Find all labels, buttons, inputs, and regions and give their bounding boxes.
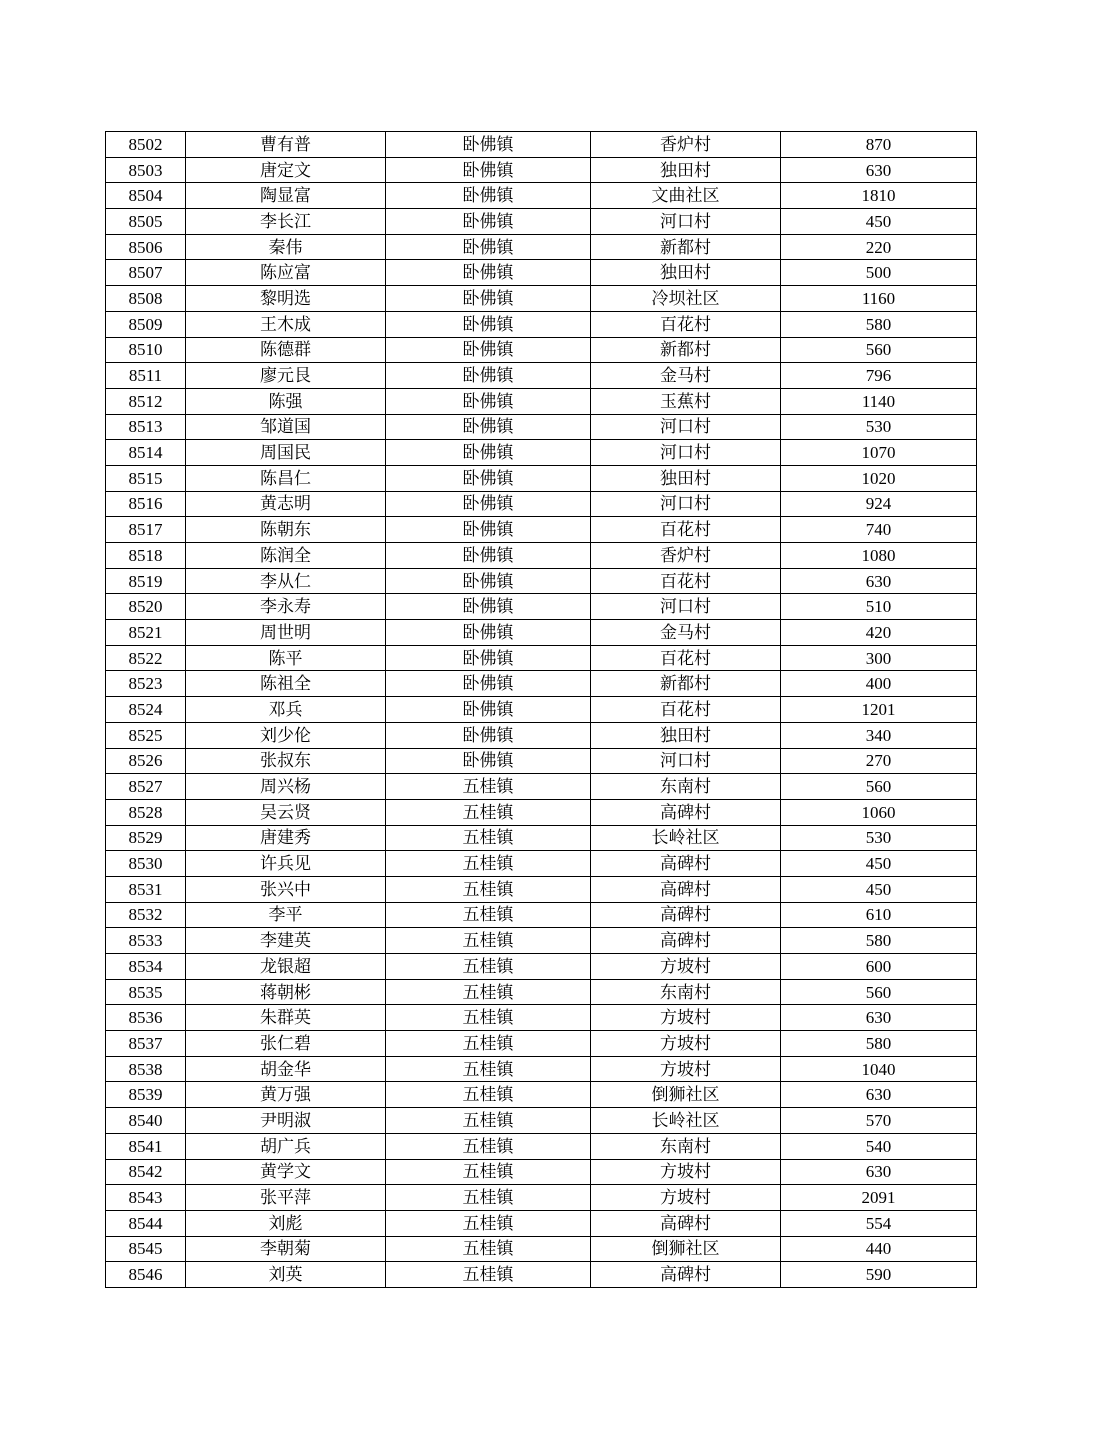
cell-village: 长岭社区 xyxy=(591,825,781,851)
cell-name: 唐建秀 xyxy=(186,825,386,851)
cell-name: 陈祖全 xyxy=(186,671,386,697)
table-row xyxy=(106,928,977,954)
table-row xyxy=(106,799,977,825)
cell-amount: 400 xyxy=(781,671,977,697)
table-row xyxy=(106,337,977,363)
cell-village: 高碑村 xyxy=(591,851,781,877)
cell-town: 卧佛镇 xyxy=(386,465,591,491)
cell-name: 蒋朝彬 xyxy=(186,979,386,1005)
cell-id: 8538 xyxy=(106,1056,186,1082)
cell-town: 五桂镇 xyxy=(386,876,591,902)
cell-town: 卧佛镇 xyxy=(386,697,591,723)
cell-id: 8520 xyxy=(106,594,186,620)
cell-name: 胡广兵 xyxy=(186,1133,386,1159)
cell-village: 新都村 xyxy=(591,671,781,697)
cell-town: 五桂镇 xyxy=(386,928,591,954)
cell-name: 李永寿 xyxy=(186,594,386,620)
cell-town: 五桂镇 xyxy=(386,954,591,980)
cell-amount: 340 xyxy=(781,722,977,748)
cell-amount: 924 xyxy=(781,491,977,517)
cell-village: 新都村 xyxy=(591,234,781,260)
cell-name: 邓兵 xyxy=(186,697,386,723)
records-table xyxy=(105,131,977,1288)
cell-town: 卧佛镇 xyxy=(386,620,591,646)
cell-amount: 560 xyxy=(781,979,977,1005)
table-row xyxy=(106,594,977,620)
cell-village: 河口村 xyxy=(591,209,781,235)
cell-id: 8545 xyxy=(106,1236,186,1262)
cell-name: 王木成 xyxy=(186,311,386,337)
cell-village: 东南村 xyxy=(591,979,781,1005)
records-table-body xyxy=(106,132,977,1288)
cell-amount: 450 xyxy=(781,209,977,235)
table-row xyxy=(106,722,977,748)
table-row xyxy=(106,517,977,543)
table-row xyxy=(106,440,977,466)
cell-village: 长岭社区 xyxy=(591,1108,781,1134)
cell-amount: 270 xyxy=(781,748,977,774)
cell-id: 8531 xyxy=(106,876,186,902)
table-row xyxy=(106,1159,977,1185)
cell-village: 冷坝社区 xyxy=(591,286,781,312)
table-row xyxy=(106,414,977,440)
cell-id: 8544 xyxy=(106,1210,186,1236)
table-row xyxy=(106,1031,977,1057)
cell-town: 卧佛镇 xyxy=(386,132,591,158)
table-row xyxy=(106,1005,977,1031)
cell-amount: 2091 xyxy=(781,1185,977,1211)
cell-village: 独田村 xyxy=(591,260,781,286)
cell-amount: 220 xyxy=(781,234,977,260)
table-row xyxy=(106,363,977,389)
cell-id: 8528 xyxy=(106,799,186,825)
table-row xyxy=(106,645,977,671)
table-row xyxy=(106,1056,977,1082)
cell-town: 五桂镇 xyxy=(386,1133,591,1159)
cell-village: 独田村 xyxy=(591,722,781,748)
cell-id: 8542 xyxy=(106,1159,186,1185)
table-row xyxy=(106,876,977,902)
cell-amount: 1810 xyxy=(781,183,977,209)
cell-amount: 300 xyxy=(781,645,977,671)
cell-name: 张叔东 xyxy=(186,748,386,774)
cell-id: 8540 xyxy=(106,1108,186,1134)
cell-id: 8534 xyxy=(106,954,186,980)
cell-town: 卧佛镇 xyxy=(386,671,591,697)
cell-amount: 580 xyxy=(781,1031,977,1057)
cell-town: 卧佛镇 xyxy=(386,183,591,209)
cell-town: 五桂镇 xyxy=(386,1210,591,1236)
cell-amount: 420 xyxy=(781,620,977,646)
cell-name: 刘彪 xyxy=(186,1210,386,1236)
cell-amount: 580 xyxy=(781,928,977,954)
cell-name: 陈德群 xyxy=(186,337,386,363)
cell-name: 廖元艮 xyxy=(186,363,386,389)
cell-amount: 570 xyxy=(781,1108,977,1134)
cell-village: 河口村 xyxy=(591,491,781,517)
cell-id: 8509 xyxy=(106,311,186,337)
cell-amount: 610 xyxy=(781,902,977,928)
cell-amount: 1070 xyxy=(781,440,977,466)
cell-town: 卧佛镇 xyxy=(386,645,591,671)
cell-name: 张仁碧 xyxy=(186,1031,386,1057)
cell-village: 高碑村 xyxy=(591,902,781,928)
cell-village: 方坡村 xyxy=(591,1005,781,1031)
cell-village: 倒狮社区 xyxy=(591,1236,781,1262)
cell-town: 卧佛镇 xyxy=(386,440,591,466)
cell-village: 新都村 xyxy=(591,337,781,363)
cell-name: 黄志明 xyxy=(186,491,386,517)
cell-town: 卧佛镇 xyxy=(386,311,591,337)
cell-id: 8516 xyxy=(106,491,186,517)
table-row xyxy=(106,697,977,723)
cell-amount: 580 xyxy=(781,311,977,337)
table-row xyxy=(106,465,977,491)
cell-village: 方坡村 xyxy=(591,1056,781,1082)
cell-name: 周世明 xyxy=(186,620,386,646)
cell-id: 8502 xyxy=(106,132,186,158)
cell-amount: 1140 xyxy=(781,388,977,414)
cell-id: 8530 xyxy=(106,851,186,877)
cell-village: 香炉村 xyxy=(591,543,781,569)
cell-village: 河口村 xyxy=(591,748,781,774)
cell-id: 8523 xyxy=(106,671,186,697)
table-row xyxy=(106,183,977,209)
cell-village: 文曲社区 xyxy=(591,183,781,209)
cell-town: 卧佛镇 xyxy=(386,337,591,363)
cell-id: 8511 xyxy=(106,363,186,389)
table-row xyxy=(106,902,977,928)
table-row xyxy=(106,825,977,851)
cell-name: 黄学文 xyxy=(186,1159,386,1185)
cell-village: 河口村 xyxy=(591,414,781,440)
cell-id: 8503 xyxy=(106,157,186,183)
table-row xyxy=(106,1082,977,1108)
cell-amount: 540 xyxy=(781,1133,977,1159)
cell-id: 8537 xyxy=(106,1031,186,1057)
cell-town: 卧佛镇 xyxy=(386,388,591,414)
cell-amount: 440 xyxy=(781,1236,977,1262)
table-row xyxy=(106,491,977,517)
cell-town: 卧佛镇 xyxy=(386,363,591,389)
table-row xyxy=(106,209,977,235)
table-row xyxy=(106,1262,977,1288)
cell-name: 李长江 xyxy=(186,209,386,235)
cell-name: 朱群英 xyxy=(186,1005,386,1031)
cell-amount: 1080 xyxy=(781,543,977,569)
cell-amount: 630 xyxy=(781,1005,977,1031)
cell-id: 8521 xyxy=(106,620,186,646)
table-row xyxy=(106,568,977,594)
cell-name: 张兴中 xyxy=(186,876,386,902)
cell-town: 五桂镇 xyxy=(386,1159,591,1185)
cell-name: 陶显富 xyxy=(186,183,386,209)
cell-id: 8532 xyxy=(106,902,186,928)
cell-name: 周国民 xyxy=(186,440,386,466)
table-row xyxy=(106,543,977,569)
cell-name: 尹明淑 xyxy=(186,1108,386,1134)
cell-town: 卧佛镇 xyxy=(386,543,591,569)
cell-amount: 630 xyxy=(781,1082,977,1108)
cell-id: 8510 xyxy=(106,337,186,363)
cell-id: 8524 xyxy=(106,697,186,723)
cell-town: 卧佛镇 xyxy=(386,491,591,517)
cell-id: 8525 xyxy=(106,722,186,748)
cell-id: 8518 xyxy=(106,543,186,569)
cell-village: 百花村 xyxy=(591,697,781,723)
cell-town: 五桂镇 xyxy=(386,825,591,851)
cell-id: 8514 xyxy=(106,440,186,466)
cell-name: 唐定文 xyxy=(186,157,386,183)
cell-name: 刘少伦 xyxy=(186,722,386,748)
table-row xyxy=(106,234,977,260)
cell-amount: 1020 xyxy=(781,465,977,491)
table-row xyxy=(106,311,977,337)
cell-name: 邹道国 xyxy=(186,414,386,440)
cell-village: 高碑村 xyxy=(591,1210,781,1236)
cell-town: 五桂镇 xyxy=(386,851,591,877)
cell-id: 8527 xyxy=(106,774,186,800)
cell-name: 周兴杨 xyxy=(186,774,386,800)
cell-name: 陈强 xyxy=(186,388,386,414)
table-row xyxy=(106,851,977,877)
cell-village: 百花村 xyxy=(591,645,781,671)
cell-amount: 1060 xyxy=(781,799,977,825)
cell-village: 高碑村 xyxy=(591,1262,781,1288)
cell-name: 吴云贤 xyxy=(186,799,386,825)
cell-town: 卧佛镇 xyxy=(386,209,591,235)
cell-village: 高碑村 xyxy=(591,928,781,954)
cell-village: 高碑村 xyxy=(591,876,781,902)
cell-town: 卧佛镇 xyxy=(386,414,591,440)
table-row xyxy=(106,157,977,183)
cell-id: 8529 xyxy=(106,825,186,851)
table-row xyxy=(106,1185,977,1211)
cell-town: 卧佛镇 xyxy=(386,594,591,620)
cell-village: 金马村 xyxy=(591,363,781,389)
cell-name: 黄万强 xyxy=(186,1082,386,1108)
cell-town: 卧佛镇 xyxy=(386,234,591,260)
cell-id: 8543 xyxy=(106,1185,186,1211)
cell-village: 百花村 xyxy=(591,517,781,543)
cell-id: 8535 xyxy=(106,979,186,1005)
cell-name: 李建英 xyxy=(186,928,386,954)
cell-id: 8522 xyxy=(106,645,186,671)
cell-amount: 870 xyxy=(781,132,977,158)
cell-town: 卧佛镇 xyxy=(386,568,591,594)
cell-id: 8526 xyxy=(106,748,186,774)
cell-village: 倒狮社区 xyxy=(591,1082,781,1108)
table-row xyxy=(106,388,977,414)
cell-village: 百花村 xyxy=(591,311,781,337)
cell-amount: 560 xyxy=(781,337,977,363)
cell-amount: 510 xyxy=(781,594,977,620)
table-row xyxy=(106,979,977,1005)
cell-amount: 600 xyxy=(781,954,977,980)
cell-id: 8507 xyxy=(106,260,186,286)
cell-id: 8513 xyxy=(106,414,186,440)
cell-village: 河口村 xyxy=(591,440,781,466)
table-row xyxy=(106,286,977,312)
cell-id: 8505 xyxy=(106,209,186,235)
cell-amount: 796 xyxy=(781,363,977,389)
cell-town: 五桂镇 xyxy=(386,1236,591,1262)
cell-village: 方坡村 xyxy=(591,954,781,980)
cell-name: 李朝菊 xyxy=(186,1236,386,1262)
cell-id: 8508 xyxy=(106,286,186,312)
cell-amount: 450 xyxy=(781,851,977,877)
cell-amount: 560 xyxy=(781,774,977,800)
cell-name: 陈应富 xyxy=(186,260,386,286)
cell-town: 五桂镇 xyxy=(386,1031,591,1057)
cell-village: 金马村 xyxy=(591,620,781,646)
cell-amount: 1040 xyxy=(781,1056,977,1082)
cell-town: 卧佛镇 xyxy=(386,286,591,312)
cell-village: 河口村 xyxy=(591,594,781,620)
cell-town: 卧佛镇 xyxy=(386,517,591,543)
table-row xyxy=(106,1236,977,1262)
table-row xyxy=(106,671,977,697)
cell-amount: 1201 xyxy=(781,697,977,723)
cell-town: 五桂镇 xyxy=(386,1082,591,1108)
table-row xyxy=(106,260,977,286)
cell-amount: 554 xyxy=(781,1210,977,1236)
cell-name: 陈润全 xyxy=(186,543,386,569)
cell-amount: 590 xyxy=(781,1262,977,1288)
cell-id: 8546 xyxy=(106,1262,186,1288)
cell-village: 独田村 xyxy=(591,465,781,491)
cell-town: 五桂镇 xyxy=(386,799,591,825)
table-row xyxy=(106,132,977,158)
cell-id: 8517 xyxy=(106,517,186,543)
table-row xyxy=(106,774,977,800)
cell-name: 许兵见 xyxy=(186,851,386,877)
cell-id: 8539 xyxy=(106,1082,186,1108)
cell-town: 卧佛镇 xyxy=(386,748,591,774)
cell-village: 香炉村 xyxy=(591,132,781,158)
cell-name: 秦伟 xyxy=(186,234,386,260)
cell-village: 方坡村 xyxy=(591,1031,781,1057)
cell-id: 8536 xyxy=(106,1005,186,1031)
cell-amount: 630 xyxy=(781,568,977,594)
table-row xyxy=(106,1108,977,1134)
cell-town: 卧佛镇 xyxy=(386,157,591,183)
cell-id: 8506 xyxy=(106,234,186,260)
cell-town: 五桂镇 xyxy=(386,774,591,800)
cell-name: 张平萍 xyxy=(186,1185,386,1211)
cell-town: 五桂镇 xyxy=(386,1185,591,1211)
cell-id: 8533 xyxy=(106,928,186,954)
table-row xyxy=(106,954,977,980)
cell-name: 陈平 xyxy=(186,645,386,671)
cell-id: 8512 xyxy=(106,388,186,414)
cell-town: 五桂镇 xyxy=(386,902,591,928)
cell-amount: 1160 xyxy=(781,286,977,312)
cell-name: 黎明选 xyxy=(186,286,386,312)
cell-village: 东南村 xyxy=(591,1133,781,1159)
table-row xyxy=(106,620,977,646)
cell-village: 高碑村 xyxy=(591,799,781,825)
cell-id: 8504 xyxy=(106,183,186,209)
cell-village: 百花村 xyxy=(591,568,781,594)
cell-amount: 530 xyxy=(781,414,977,440)
cell-name: 陈昌仁 xyxy=(186,465,386,491)
cell-id: 8519 xyxy=(106,568,186,594)
cell-village: 方坡村 xyxy=(591,1185,781,1211)
cell-amount: 450 xyxy=(781,876,977,902)
table-row xyxy=(106,748,977,774)
cell-amount: 630 xyxy=(781,157,977,183)
cell-name: 陈朝东 xyxy=(186,517,386,543)
table-row xyxy=(106,1133,977,1159)
cell-id: 8541 xyxy=(106,1133,186,1159)
cell-town: 五桂镇 xyxy=(386,1262,591,1288)
cell-amount: 630 xyxy=(781,1159,977,1185)
cell-name: 曹有普 xyxy=(186,132,386,158)
cell-town: 五桂镇 xyxy=(386,1056,591,1082)
cell-name: 刘英 xyxy=(186,1262,386,1288)
cell-town: 卧佛镇 xyxy=(386,722,591,748)
cell-town: 五桂镇 xyxy=(386,1108,591,1134)
cell-name: 胡金华 xyxy=(186,1056,386,1082)
cell-name: 李平 xyxy=(186,902,386,928)
cell-village: 东南村 xyxy=(591,774,781,800)
cell-amount: 500 xyxy=(781,260,977,286)
cell-village: 玉蕉村 xyxy=(591,388,781,414)
cell-amount: 530 xyxy=(781,825,977,851)
cell-village: 独田村 xyxy=(591,157,781,183)
cell-town: 五桂镇 xyxy=(386,1005,591,1031)
cell-amount: 740 xyxy=(781,517,977,543)
table-row xyxy=(106,1210,977,1236)
cell-town: 五桂镇 xyxy=(386,979,591,1005)
cell-name: 李从仁 xyxy=(186,568,386,594)
cell-id: 8515 xyxy=(106,465,186,491)
cell-name: 龙银超 xyxy=(186,954,386,980)
cell-town: 卧佛镇 xyxy=(386,260,591,286)
cell-village: 方坡村 xyxy=(591,1159,781,1185)
